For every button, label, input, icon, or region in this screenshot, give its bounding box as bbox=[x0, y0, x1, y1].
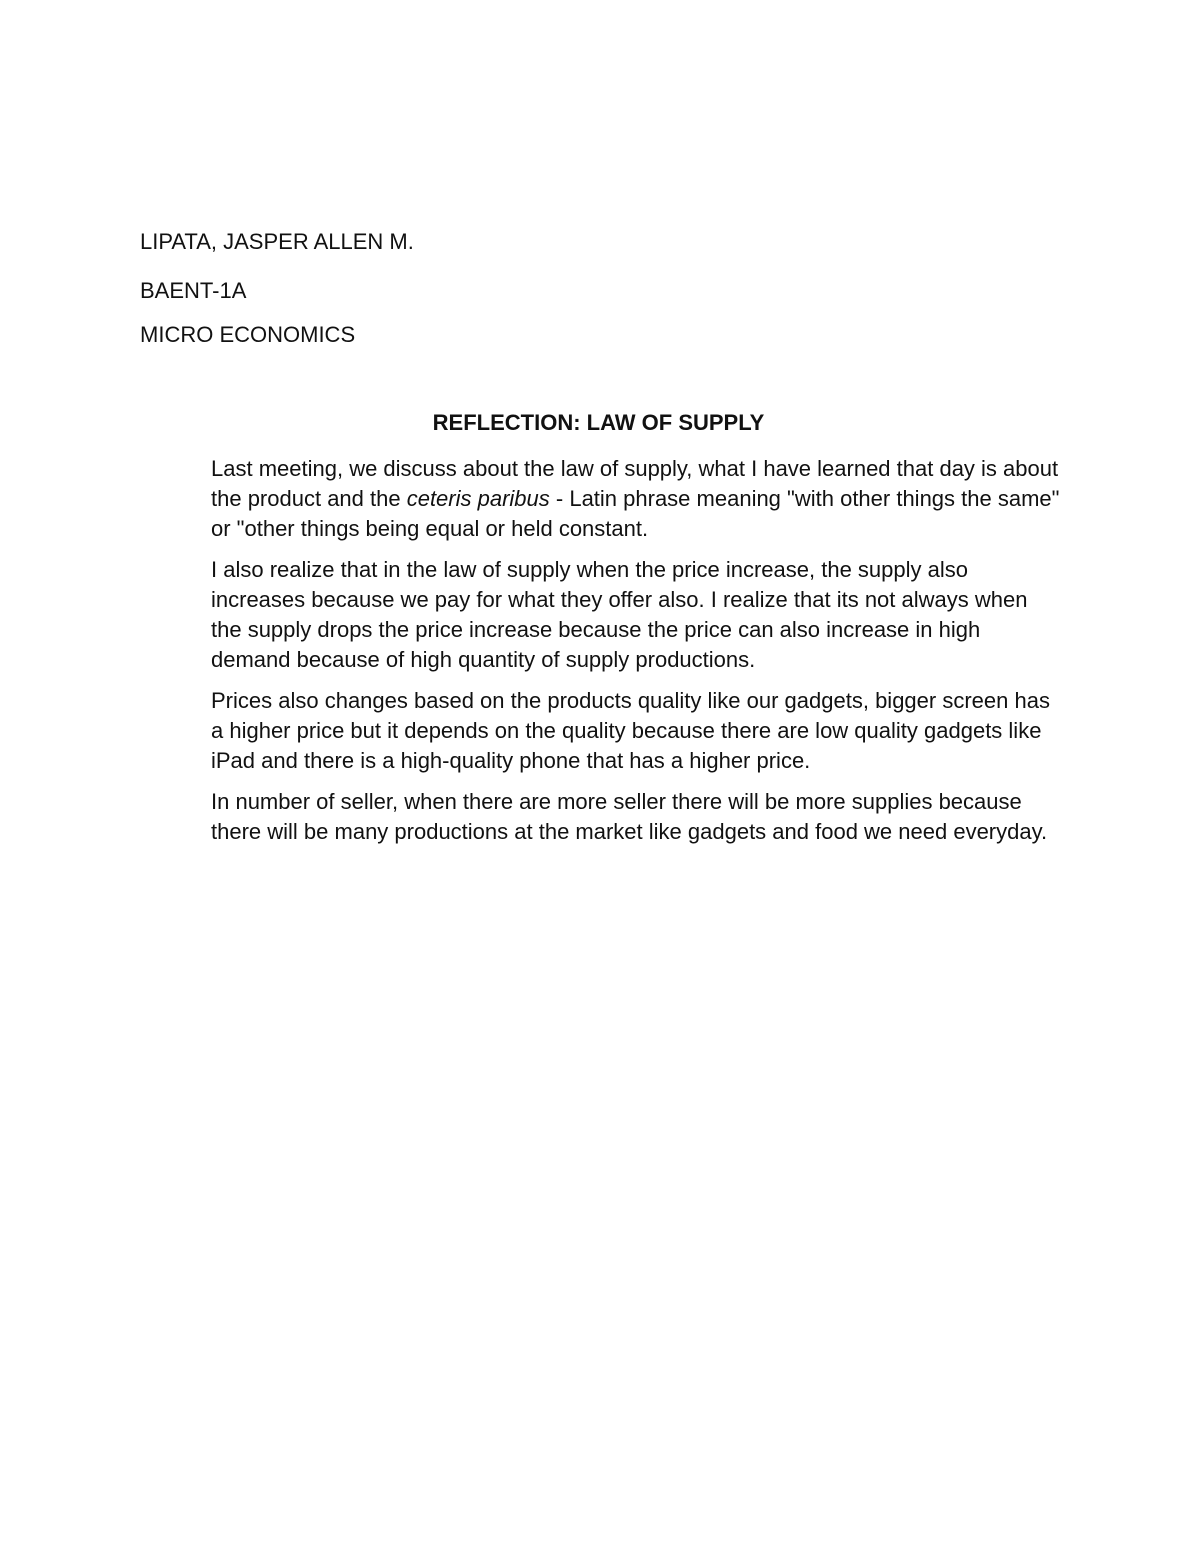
document-title: REFLECTION: LAW OF SUPPLY bbox=[432, 410, 765, 435]
paragraph-1 bbox=[211, 454, 1061, 544]
paragraph-2: I also realize that in the law of supply when the price increase, the supply also increases because we pay for what they offer also. I realize that its not always when the supply drops the price increase because the price can also increase in high demand because of high quantity of supply productions. bbox=[211, 557, 1028, 672]
reflection-body bbox=[211, 454, 1061, 858]
paragraph-4: In number of seller, when there are more seller there will be more supplies because there will be many productions at the market like gadgets and food we need everyday. bbox=[211, 789, 1048, 844]
paragraph-3: Prices also changes based on the products quality like our gadgets, bigger screen has a higher price but it depends on the quality because there are low quality gadgets like iPad and there is a high-quality phone that has a higher price. bbox=[211, 688, 1050, 773]
student-section: BAENT-1A bbox=[140, 278, 247, 303]
student-name: LIPATA, JASPER ALLEN M. bbox=[140, 229, 414, 254]
paragraph-1-text-after: - Latin phrase meaning "with other things the same" or "other things being equal or held constant. bbox=[211, 486, 1060, 541]
paragraph-1-text-before: Last meeting, we discuss about the law of supply, what I have learned that day is about the product and the bbox=[211, 456, 1059, 511]
subject-name: MICRO ECONOMICS bbox=[140, 322, 356, 347]
latin-term: ceteris paribus bbox=[406, 486, 550, 511]
